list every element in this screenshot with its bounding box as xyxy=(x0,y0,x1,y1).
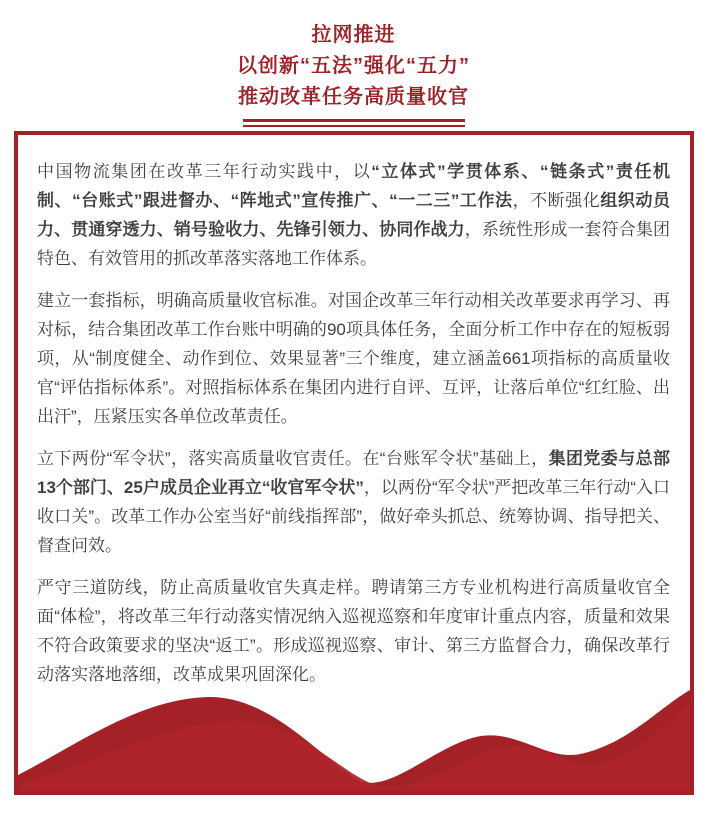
emphasis-text: “立体式”学贯体系、“链条式”责任机制、“台账式”跟进督办、“阵地式”宣传推广、“一二三”工作法 xyxy=(37,162,671,210)
body-text: ，不断强化 xyxy=(512,191,601,210)
article-body xyxy=(18,135,690,689)
body-text: ，以两份“军令状”严把改革三年行动“入口收口关”。改革工作办公室当好“前线指挥部”，做好牵头抓总、统筹协调、指导把关、督查问效。 xyxy=(37,478,671,555)
page-title-line-3: 推动改革任务高质量收官 xyxy=(238,86,469,108)
paragraph xyxy=(37,157,670,273)
paragraph-list xyxy=(37,157,670,689)
article-card xyxy=(14,131,694,795)
emphasis-text: 集团党委与总部13个部门、25户成员企业再立“收官军令状” xyxy=(37,449,671,497)
paragraph xyxy=(37,286,670,431)
body-text: 严守三道防线，防止高质量收官失真走样。聘请第三方专业机构进行高质量收官全面“体检”，将改革三年行动落实情况纳入巡视巡察和年度审计重点内容，质量和效果不符合政策要求的坚决“返工”。形成巡视巡察、审计、第三方监督合力，确保改革行动落实落地落细，改革成果巩固深化。 xyxy=(37,578,670,684)
paragraph xyxy=(37,444,670,560)
body-text: 建立一套指标，明确高质量收官标准。对国企改革三年行动相关改革要求再学习、再对标，结合集团改革工作台账中明确的90项具体任务，全面分析工作中存在的短板弱项，从“制度健全、动作到位、效果显著”三个维度，建立涵盖661项指标的高质量收官“评估指标体系”。对照指标体系在集团内进行自评、互评，让落后单位“红红脸、出出汗”，压紧压实各单位改革责任。 xyxy=(37,291,670,426)
paragraph xyxy=(37,573,670,689)
body-text: 立下两份“军令状”，落实高质量收官责任。在“台账军令状”基础上， xyxy=(37,449,549,468)
body-text: ，系统性形成一套符合集团特色、有效管用的抓改革落实落地工作体系。 xyxy=(37,220,671,268)
article-header xyxy=(0,20,707,127)
title-underline-rule xyxy=(243,119,465,127)
page-title-line-1: 拉网推进 xyxy=(311,24,396,46)
emphasis-text: 组织动员力、贯通穿透力、销号验收力、先锋引领力、协同作战力 xyxy=(37,191,671,239)
page-title-line-2: 以创新“五法”强化“五力” xyxy=(237,55,470,77)
bottom-wave-decoration xyxy=(18,685,690,791)
body-text: 中国物流集团在改革三年行动实践中，以 xyxy=(37,162,372,181)
